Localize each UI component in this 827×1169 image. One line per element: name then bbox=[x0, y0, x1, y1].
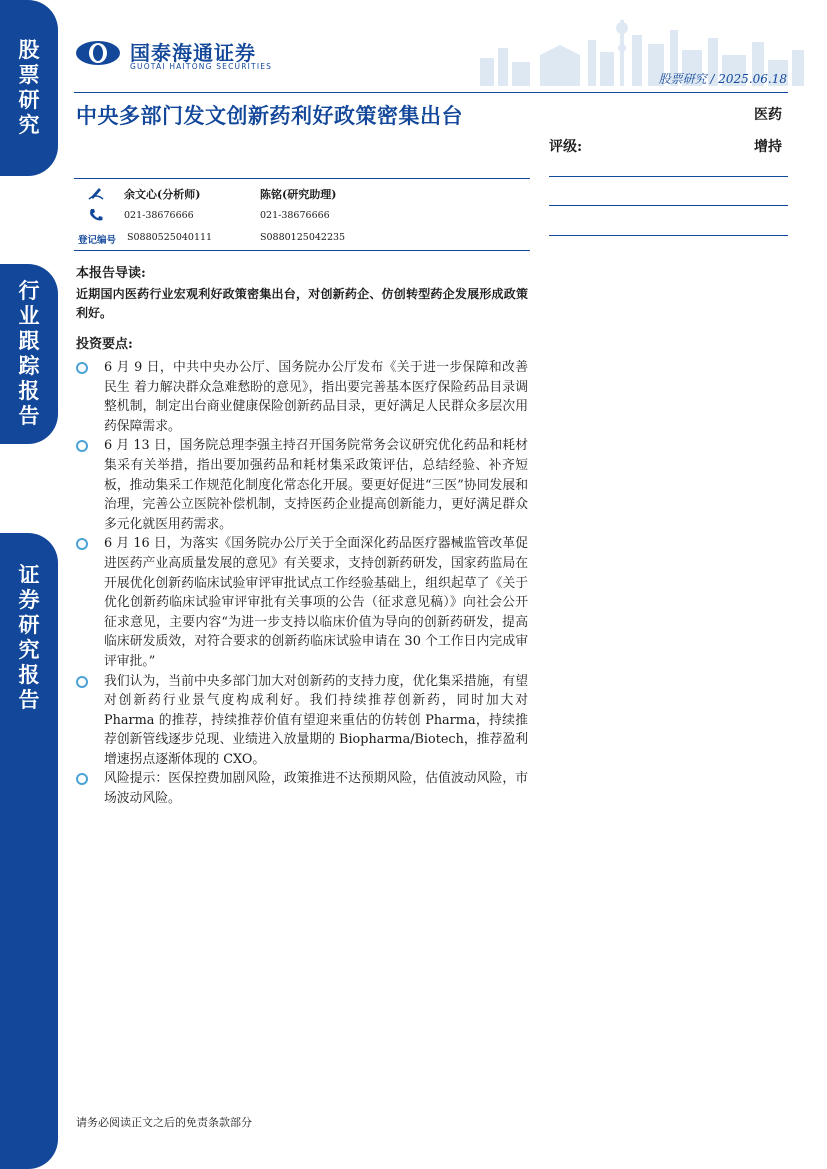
sidebar-char: 股 bbox=[18, 38, 40, 62]
brand-name-en: GUOTAI HAITONG SECURITIES bbox=[130, 62, 273, 71]
sidebar-char: 究 bbox=[18, 113, 40, 137]
analyst-1-reg: S0880525040111 bbox=[127, 232, 213, 243]
sidebar-char: 告 bbox=[18, 404, 40, 428]
bullet-icon bbox=[76, 676, 88, 688]
rating-divider bbox=[549, 205, 788, 206]
bullet-icon bbox=[76, 773, 88, 785]
point-text: 我们认为，当前中央多部门加大对创新药的支持力度，优化集采措施，有望对创新药行业景气度构成利好。我们持续推荐创新药，同时加大对 Pharma 的推荐，持续推荐价值有望迎来重估的仿转创 Pharma，持续推荐创新管线逐步兑现、业绩进入放量期的 Biopharma/Biotech，推荐盈利增速拐点逐渐体现的 CXO。 bbox=[104, 673, 528, 767]
list-item bbox=[76, 436, 528, 534]
sidebar-char: 券 bbox=[18, 588, 40, 612]
analyst-2-phone: 021-38676666 bbox=[260, 210, 330, 221]
header-divider bbox=[74, 92, 788, 93]
list-item bbox=[76, 358, 528, 436]
point-text: 6 月 16 日，为落实《国务院办公厅关于全面深化药品医疗器械监管改革促进医药产业高质量发展的意见》有关要求，支持创新药研发，国家药监局在开展优化创新药临床试验审评审批试点工作经验基础上，组织起草了《关于优化创新药临床试验审评审批有关事项的公告（征求意见稿）》向社会公开征求意见，主要内容“为进一步支持以临床价值为导向的创新药研发，提高临床研发质效，对符合要求的创新药临床试验申请在 30 个工作日内完成审评审批。” bbox=[104, 536, 528, 669]
point-text: 6 月 9 日，中共中央办公厅、国务院办公厅发布《关于进一步保障和改善民生 着力解决群众急难愁盼的意见》，指出要完善基本医疗保险药品目录调整机制，制定出台商业健康保险创新药品目录，更好满足人民群众多层次用药保障需求。 bbox=[104, 360, 528, 434]
analyst-divider-bottom bbox=[74, 250, 530, 251]
sidebar-char: 报 bbox=[18, 663, 40, 687]
bullet-icon bbox=[76, 440, 88, 452]
point-text: 风险提示：医保控费加剧风险，政策推进不达预期风险，估值波动风险，市场波动风险。 bbox=[104, 771, 528, 807]
sidebar-char: 研 bbox=[18, 88, 40, 112]
rating-divider bbox=[549, 176, 788, 177]
analyst-divider-top bbox=[74, 178, 530, 179]
sidebar-industry-tracking bbox=[0, 264, 58, 444]
points-heading: 投资要点: bbox=[76, 337, 133, 352]
sidebar-securities-report bbox=[0, 533, 58, 1169]
sidebar-char: 跟 bbox=[18, 329, 40, 353]
sidebar-char: 踪 bbox=[18, 354, 40, 378]
rating-value: 增持 bbox=[754, 139, 782, 155]
sidebar-char: 究 bbox=[18, 638, 40, 662]
registration-label: 登记编号 bbox=[78, 235, 117, 246]
analyst-2-reg: S0880125042235 bbox=[260, 232, 346, 243]
phone-icon bbox=[88, 207, 104, 223]
report-type-date: 股票研究 / 2025.06.18 bbox=[658, 72, 787, 86]
list-item bbox=[76, 534, 528, 671]
rating-label: 评级: bbox=[549, 139, 583, 155]
point-text: 6 月 13 日，国务院总理李强主持召开国务院常务会议研究优化药品和耗材集采有关举措，指出要加强药品和耗材集采政策评估，总结经验、补齐短板，推动集采工作规范化制度化常态化开展。要更好促进“三医”协同发展和治理，完善公立医院补偿机制，支持医药企业提高创新能力，更好满足群众多元化就医用药需求。 bbox=[104, 438, 528, 532]
sidebar-char: 告 bbox=[18, 688, 40, 712]
brand-name: 国泰海通证券 bbox=[130, 41, 256, 65]
investment-points bbox=[76, 358, 528, 809]
bullet-icon bbox=[76, 538, 88, 550]
report-title: 中央多部门发文创新药利好政策密集出台 bbox=[76, 103, 463, 128]
sidebar-char: 业 bbox=[18, 304, 40, 328]
sidebar-char: 证 bbox=[18, 563, 40, 587]
sidebar-char: 研 bbox=[18, 613, 40, 637]
logo-icon bbox=[74, 39, 122, 67]
list-item bbox=[76, 672, 528, 770]
bullet-icon bbox=[76, 362, 88, 374]
sidebar-stock-research bbox=[0, 0, 58, 176]
sidebar-char: 行 bbox=[18, 279, 40, 303]
disclaimer-footer: 请务必阅读正文之后的免责条款部分 bbox=[76, 1116, 252, 1129]
rating-divider bbox=[549, 235, 788, 236]
guide-heading: 本报告导读: bbox=[76, 266, 146, 281]
guide-text: 近期国内医药行业宏观利好政策密集出台，对创新药企、仿创转型药企发展形成政策利好。 bbox=[76, 287, 528, 320]
analyst-icon bbox=[88, 184, 104, 200]
analyst-1-phone: 021-38676666 bbox=[124, 210, 194, 221]
industry-label: 医药 bbox=[754, 107, 782, 123]
sidebar-char: 报 bbox=[18, 379, 40, 403]
list-item bbox=[76, 769, 528, 808]
analyst-1-name: 余文心(分析师) bbox=[124, 188, 201, 201]
sidebar-char: 票 bbox=[18, 63, 40, 87]
analyst-2-name: 陈铭(研究助理) bbox=[260, 188, 337, 201]
